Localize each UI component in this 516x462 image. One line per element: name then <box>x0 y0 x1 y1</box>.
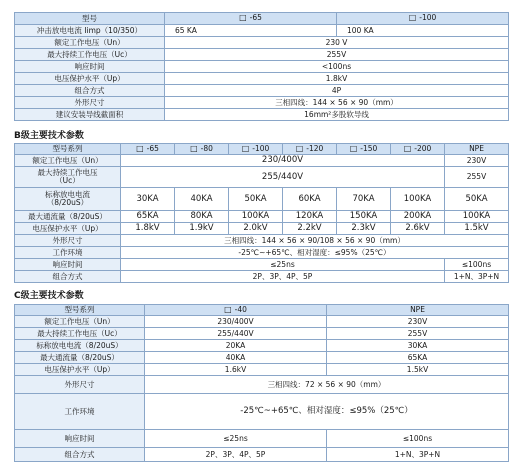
t1-header-row <box>15 13 509 25</box>
row-label: 电压保护水平（Up） <box>15 223 121 235</box>
b-col-header <box>283 144 337 155</box>
row-label: 电压保护水平（Up） <box>15 364 145 376</box>
cell-value: 4P <box>165 85 509 97</box>
cell-value: 1.5kV <box>327 364 509 376</box>
t1-col1-text: -65 <box>249 13 262 23</box>
b-col-text: -200 <box>414 143 432 153</box>
row-label: 建议安装导线截面积 <box>15 109 165 121</box>
row-label: 外形尺寸 <box>15 376 145 394</box>
b-col-header <box>121 144 175 155</box>
b-col-text: -120 <box>306 143 324 153</box>
checkbox-icon <box>296 144 307 153</box>
label-line: 最大持续工作电压 <box>37 168 98 178</box>
cell-value: 2.0kV <box>229 223 283 235</box>
table-row <box>15 49 509 61</box>
cell-value: 230/400V <box>145 316 327 328</box>
c-col-npe: NPE <box>327 305 509 316</box>
cell-value: 230V <box>327 316 509 328</box>
checkbox-icon <box>190 144 201 153</box>
table-row <box>15 259 509 271</box>
cell-value: ≤100ns <box>327 430 509 448</box>
b-col-text: -80 <box>200 143 213 153</box>
cell-npe: 50KA <box>445 188 509 211</box>
label-line: （Uc） <box>55 176 80 185</box>
table-c-class <box>14 304 509 462</box>
cell-value: 65 KA <box>165 25 337 37</box>
cell-value: 2.2kV <box>283 223 337 235</box>
cell-value: 2.6kV <box>391 223 445 235</box>
checkbox-icon <box>239 13 250 22</box>
cell-npe: 230V <box>445 155 509 167</box>
t1-col-100 <box>337 13 509 25</box>
row-label: 组合方式 <box>15 85 165 97</box>
table-row <box>15 25 509 37</box>
c-col-40 <box>145 305 327 316</box>
cell-value: 100KA <box>229 211 283 223</box>
t1-col-65 <box>165 13 337 25</box>
table-row <box>15 247 509 259</box>
cell-value: 1.6kV <box>145 364 327 376</box>
cell-value: 1.9kV <box>175 223 229 235</box>
cell-value: 80KA <box>175 211 229 223</box>
cell-value: ≤25ns <box>145 430 327 448</box>
cell-value: 255V <box>165 49 509 61</box>
table-row <box>15 271 509 283</box>
cell-value: 2P、3P、4P、5P <box>145 448 327 462</box>
cell-value: 200KA <box>391 211 445 223</box>
cell-value: 255/440V <box>145 328 327 340</box>
table-row <box>15 155 509 167</box>
cell-value: 120KA <box>283 211 337 223</box>
checkbox-icon <box>350 144 361 153</box>
b-header-label: 型号系列 <box>15 144 121 155</box>
cell-value: -25℃~+65℃、相对湿度：≤95%（25℃） <box>121 247 509 259</box>
row-label: 额定工作电压（Un） <box>15 316 145 328</box>
table-row <box>15 235 509 247</box>
row-label <box>15 188 121 211</box>
row-label: 最大持续工作电压（Uc） <box>15 328 145 340</box>
table-row <box>15 430 509 448</box>
row-label: 响应时间 <box>15 430 145 448</box>
row-label: 额定工作电压（Un） <box>15 155 121 167</box>
label-line: 标称放电电流 <box>45 190 90 200</box>
cell-value: 65KA <box>327 352 509 364</box>
cell-value: <100ns <box>165 61 509 73</box>
table-row <box>15 73 509 85</box>
b-header-row <box>15 144 509 155</box>
cell-npe: 1+N、3P+N <box>445 271 509 283</box>
cell-value: 100KA <box>391 188 445 211</box>
row-label: 电压保护水平（Up） <box>15 73 165 85</box>
cell-value: 60KA <box>283 188 337 211</box>
table-row <box>15 340 509 352</box>
t1-model-label: 型号 <box>15 13 165 25</box>
table-row <box>15 188 509 211</box>
b-col-text: -150 <box>360 143 378 153</box>
cell-value: 255/440V <box>121 167 445 188</box>
table-row <box>15 211 509 223</box>
table-row <box>15 394 509 430</box>
table-row <box>15 167 509 188</box>
row-label <box>15 167 121 188</box>
row-label: 最大通流量（8/20uS） <box>15 352 145 364</box>
checkbox-icon <box>404 144 415 153</box>
cell-value: 150KA <box>337 211 391 223</box>
table-row <box>15 448 509 462</box>
b-col-header <box>337 144 391 155</box>
table-row <box>15 223 509 235</box>
checkbox-icon <box>224 305 235 314</box>
row-label: 组合方式 <box>15 448 145 462</box>
b-col-text: -100 <box>252 143 270 153</box>
table-row <box>15 85 509 97</box>
row-label: 冲击放电电流 Iimp（10/350） <box>15 25 165 37</box>
cell-value: 255V <box>327 328 509 340</box>
cell-value: -25℃~+65℃、相对湿度：≤95%（25℃） <box>145 394 509 430</box>
t1-col2-text: -100 <box>419 13 437 23</box>
cell-value: 30KA <box>327 340 509 352</box>
b-col-header <box>175 144 229 155</box>
cell-value: 1.8kV <box>121 223 175 235</box>
cell-value: 50KA <box>229 188 283 211</box>
cell-value: 2P、3P、4P、5P <box>121 271 445 283</box>
cell-value: 30KA <box>121 188 175 211</box>
row-label: 工作环境 <box>15 394 145 430</box>
table-row <box>15 364 509 376</box>
row-label: 响应时间 <box>15 61 165 73</box>
label-line: （8/20uS） <box>46 198 89 207</box>
cell-value: ≤25ns <box>121 259 445 271</box>
table-row <box>15 61 509 73</box>
b-col-npe: NPE <box>445 144 509 155</box>
b-col-text: -65 <box>146 143 159 153</box>
row-label: 响应时间 <box>15 259 121 271</box>
cell-npe: 1.5kV <box>445 223 509 235</box>
cell-npe: ≤100ns <box>445 259 509 271</box>
cell-value: 100 KA <box>337 25 509 37</box>
b-col-header <box>229 144 283 155</box>
cell-value: 65KA <box>121 211 175 223</box>
table-row <box>15 316 509 328</box>
cell-value: 230 V <box>165 37 509 49</box>
cell-value: 40KA <box>175 188 229 211</box>
cell-value: 三相四线：144 × 56 × 90/108 × 56 × 90（mm） <box>121 235 509 247</box>
cell-value: 1.8kV <box>165 73 509 85</box>
checkbox-icon <box>409 13 420 22</box>
cell-npe: 255V <box>445 167 509 188</box>
row-label: 外形尺寸 <box>15 97 165 109</box>
c-col1-text: -40 <box>234 304 247 314</box>
table-row <box>15 97 509 109</box>
row-label: 额定工作电压（Un） <box>15 37 165 49</box>
table-row <box>15 376 509 394</box>
cell-npe: 100KA <box>445 211 509 223</box>
row-label: 组合方式 <box>15 271 121 283</box>
cell-value: 70KA <box>337 188 391 211</box>
table-row <box>15 328 509 340</box>
table-row <box>15 109 509 121</box>
table-row <box>15 37 509 49</box>
section-title-b: B级主要技术参数 <box>14 131 84 141</box>
checkbox-icon <box>242 144 253 153</box>
cell-value: 20KA <box>145 340 327 352</box>
row-label: 外形尺寸 <box>15 235 121 247</box>
cell-value: 230/400V <box>121 155 445 167</box>
checkbox-icon <box>136 144 147 153</box>
cell-value: 三相四线：144 × 56 × 90（mm） <box>165 97 509 109</box>
cell-value: 16mm²多股软导线 <box>165 109 509 121</box>
c-header-row <box>15 305 509 316</box>
c-header-label: 型号系列 <box>15 305 145 316</box>
table-t1-spd <box>14 12 509 121</box>
row-label: 最大通流量（8/20uS） <box>15 211 121 223</box>
row-label: 工作环境 <box>15 247 121 259</box>
cell-value: 40KA <box>145 352 327 364</box>
table-b-class <box>14 143 509 283</box>
row-label: 标称放电电流（8/20uS） <box>15 340 145 352</box>
table-row <box>15 352 509 364</box>
cell-value: 三相四线：72 × 56 × 90（mm） <box>145 376 509 394</box>
cell-value: 2.3kV <box>337 223 391 235</box>
row-label: 最大持续工作电压（Uc） <box>15 49 165 61</box>
cell-value: 1+N、3P+N <box>327 448 509 462</box>
section-title-c: C级主要技术参数 <box>14 291 84 301</box>
b-col-header <box>391 144 445 155</box>
